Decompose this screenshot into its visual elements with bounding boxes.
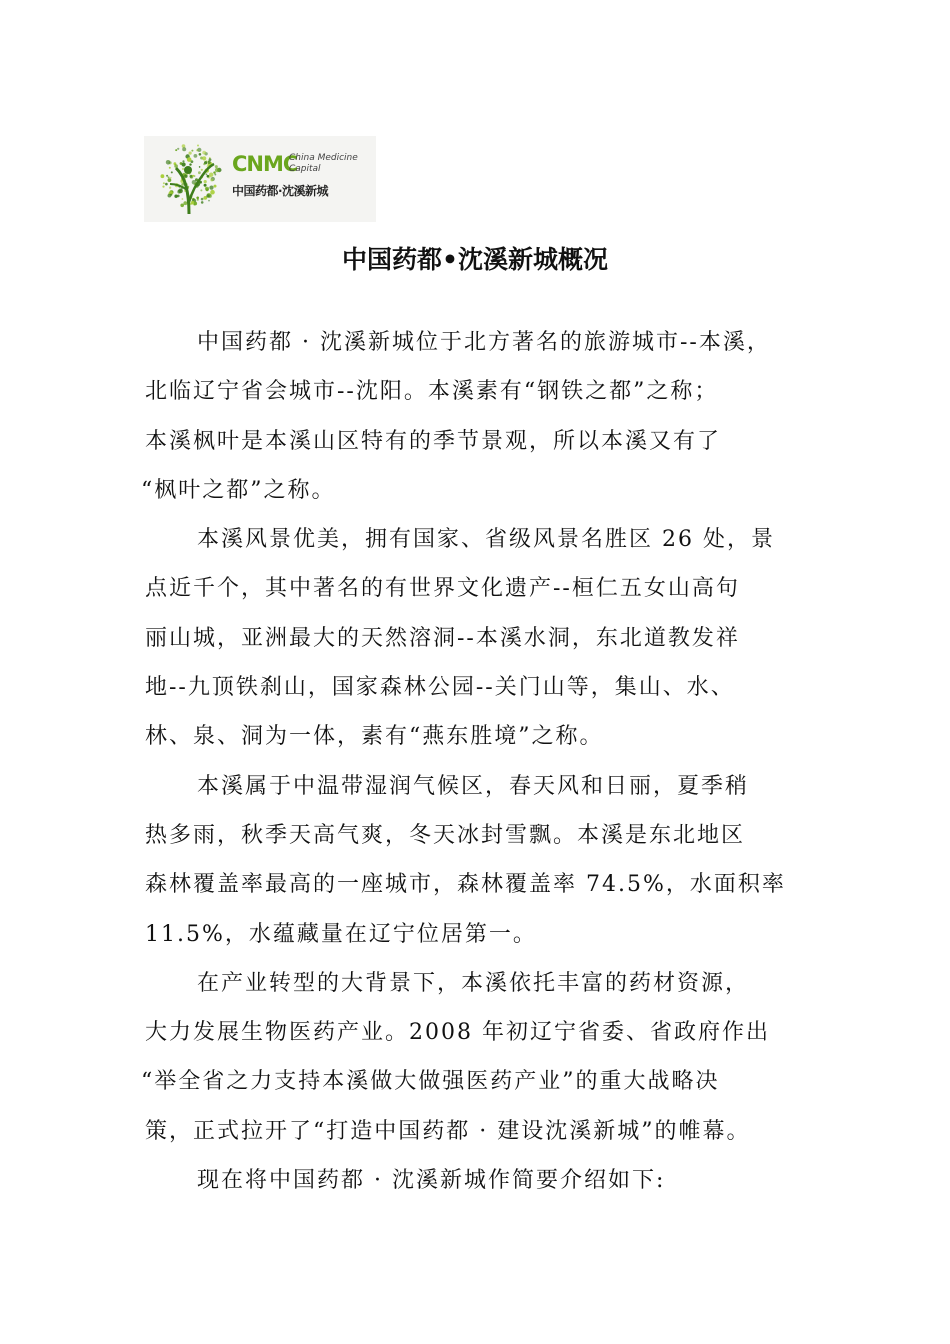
leaf-dot — [204, 184, 207, 187]
leaf-dot — [165, 183, 168, 186]
leaf-dot — [201, 198, 204, 201]
paragraph-line: 本溪风景优美，拥有国家、省级风景名胜区 26 处，景 — [197, 527, 775, 553]
paragraph-line: “举全省之力支持本溪做大做强医药产业”的重大战略决 — [141, 1069, 720, 1095]
leaf-dot — [182, 198, 184, 200]
paragraph-line: 森林覆盖率最高的一座城市，森林覆盖率 74.5%，水面积率 — [145, 872, 786, 898]
paragraph-line: 本溪枫叶是本溪山区特有的季节景观，所以本溪又有了 — [145, 428, 722, 454]
leaf-dot — [182, 160, 184, 162]
leaf-dot — [202, 156, 206, 160]
leaf-dot — [197, 145, 199, 147]
paragraph-line: 策，正式拉开了“打造中国药都 · 建设沈溪新城”的帷幕。 — [145, 1118, 751, 1144]
paragraph — [145, 515, 833, 761]
leaf-dot — [207, 175, 210, 178]
leaf-dot — [194, 154, 198, 158]
leaf-dot — [168, 178, 172, 182]
leaf-dot — [168, 176, 170, 178]
leaf-dot — [187, 157, 192, 162]
paragraph — [141, 318, 833, 515]
leaf-dot — [161, 174, 165, 178]
leaf-dot — [206, 194, 209, 197]
paragraph-line: “枫叶之都”之称。 — [141, 477, 336, 503]
leaf-dot — [215, 165, 218, 168]
leaf-dot — [214, 174, 216, 176]
leaf-dot — [201, 169, 203, 171]
leaf-dot — [177, 190, 181, 194]
leaf-dot — [177, 148, 179, 150]
paragraph-line: 现在将中国药都 · 沈溪新城作简要介绍如下: — [197, 1168, 666, 1194]
paragraph-line: 11.5%，水蕴藏量在辽宁位居第一。 — [145, 921, 537, 947]
leaf-dot — [169, 167, 171, 169]
leaf-dot — [189, 152, 192, 155]
leaf-dot — [182, 147, 186, 151]
paragraph-line: 在产业转型的大背景下，本溪依托丰富的药材资源， — [197, 970, 750, 996]
leaf-dot — [182, 144, 186, 148]
leaf-dot — [208, 161, 211, 164]
leaf-dot — [205, 187, 209, 191]
leaf-dot — [191, 201, 195, 205]
paragraph — [141, 959, 833, 1156]
logo-subtitle — [289, 153, 369, 175]
leaf-dot — [203, 163, 205, 165]
leaf-dot — [210, 179, 213, 182]
paragraph-line: 丽山城，亚洲最大的天然溶洞--本溪水洞，东北道教发祥 — [145, 625, 740, 651]
paragraph-line: 林、泉、洞为一体，素有“燕东胜境”之称。 — [145, 724, 604, 750]
leaf-dot — [177, 195, 180, 198]
leaf-dot — [163, 182, 165, 184]
cnmc-logo — [144, 136, 376, 222]
leaf-dot — [208, 200, 210, 202]
paragraph-line: 热多雨，秋季天高气爽，冬天冰封雪飘。本溪是东北地区 — [145, 822, 746, 848]
paragraph-line: 中国药都 · 沈溪新城位于北方著名的旅游城市--本溪， — [197, 330, 771, 355]
paragraph-line: 北临辽宁省会城市--沈阳。本溪素有“钢铁之都”之称； — [145, 379, 719, 405]
leaf-dot — [210, 190, 215, 195]
leaf-dot — [209, 158, 212, 161]
paragraph — [145, 762, 833, 959]
leaf-dot — [182, 168, 184, 170]
leaf-dot — [166, 160, 171, 165]
leaf-dot — [183, 201, 187, 205]
leaf-dot — [213, 171, 215, 173]
leaf-dot — [199, 166, 201, 168]
leaf-dot — [199, 153, 202, 156]
leaf-dot — [180, 204, 184, 208]
logo-subtitle-line2: Capital — [289, 164, 321, 174]
leaf-dot — [171, 171, 173, 173]
paragraph — [145, 1156, 833, 1205]
leaf-dot — [197, 199, 199, 201]
leaf-dot — [191, 150, 193, 152]
leaf-dot — [166, 175, 168, 177]
leaf-dot — [192, 175, 194, 177]
leaf-dot — [204, 180, 207, 183]
logo-brand: CNMC — [232, 152, 298, 176]
leaf-dot — [209, 173, 213, 177]
leaf-dot — [202, 151, 206, 155]
leaf-dot — [201, 201, 204, 204]
leaf-dot — [209, 186, 213, 190]
paragraph-line: 点近千个，其中著名的有世界文化遗产--桓仁五女山高句 — [145, 576, 740, 602]
leaf-dot — [214, 185, 217, 188]
paragraph-line: 地--九顶铁刹山，国家森林公园--关门山等，集山、水、 — [145, 675, 735, 701]
leaf-dot — [170, 177, 172, 179]
leaf-dot — [196, 197, 199, 200]
leaf-dot — [197, 148, 201, 152]
leaf-dot — [169, 187, 171, 189]
logo-chinese-name: 中国药都·沈溪新城 — [232, 184, 329, 198]
paragraph-line: 本溪属于中温带湿润气候区，春天风和日丽，夏季稍 — [197, 773, 750, 799]
tree-logo-icon — [158, 142, 224, 216]
leaf-dot — [184, 175, 187, 178]
leaf-dot — [215, 168, 220, 173]
article-body — [141, 318, 833, 1205]
page-title: 中国药都•沈溪新城概况 — [342, 245, 608, 274]
leaf-dot — [175, 149, 177, 151]
leaf-dot — [181, 183, 184, 186]
leaf-dot — [200, 189, 202, 191]
logo-subtitle-line1: China Medicine — [289, 153, 358, 163]
leaf-dot — [182, 162, 186, 166]
leaf-dot — [170, 194, 172, 196]
leaf-dot — [206, 173, 208, 175]
leaf-dot — [162, 186, 164, 188]
paragraph-line: 大力发展生物医药产业。2008 年初辽宁省委、省政府作出 — [145, 1020, 770, 1046]
leaf-dot — [190, 175, 193, 178]
leaf-dot — [198, 171, 201, 174]
leaf-dot — [189, 163, 191, 165]
